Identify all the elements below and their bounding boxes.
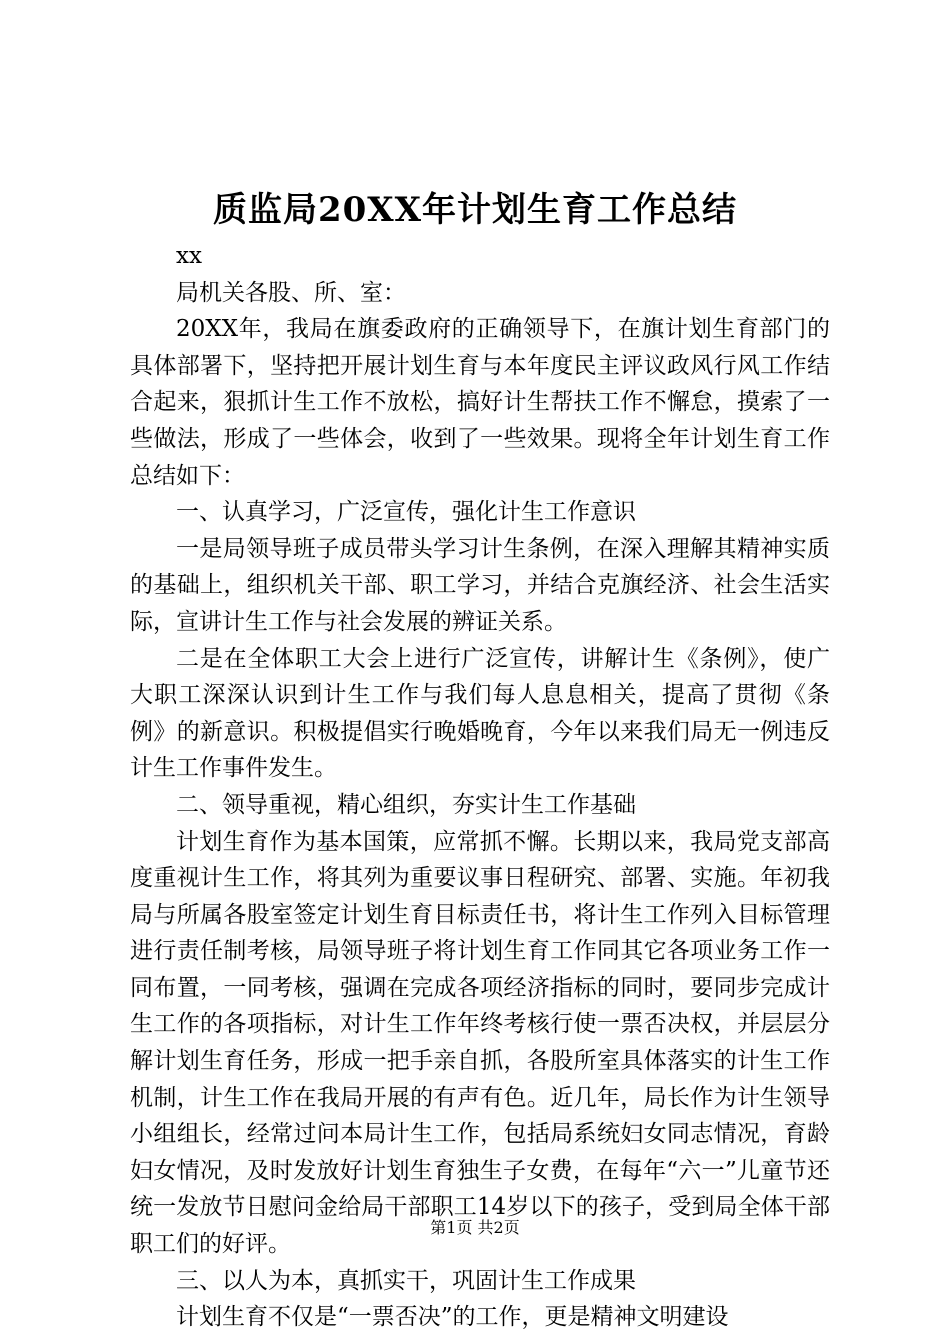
body-paragraph: 计划生育不仅是“一票否决”的工作，更是精神文明建设 bbox=[176, 1304, 729, 1331]
intro-paragraph: 20XX年，我局在旗委政府的正确领导下，在旗计划生育部门的具体部署下，坚持把开展计划生育与本年度民主评议政风行风工作结合起来，狠抓计生工作不放松，搞好计生帮扶工作不懈怠，摸索了一些做法，形成了一些体会，收到了一些效果。现将全年计划生育工作总结如下： bbox=[130, 316, 830, 489]
section-heading-3: 三、以人为本，真抓实干，巩固计生工作成果 bbox=[176, 1267, 636, 1294]
author-line: xx bbox=[176, 243, 202, 269]
document-title: 质监局20XX年计划生育工作总结 bbox=[212, 190, 738, 230]
section-heading-2: 二、领导重视，精心组织，夯实计生工作基础 bbox=[176, 791, 636, 818]
body-paragraph: 一是局领导班子成员带头学习计生条例，在深入理解其精神实质的基础上，组织机关干部、职工学习，并结合克旗经济、社会生活实际，宣讲计生工作与社会发展的辨证关系。 bbox=[130, 535, 830, 635]
salutation: 局机关各股、所、室： bbox=[176, 279, 406, 306]
document-body bbox=[130, 238, 830, 1336]
body-paragraph: 二是在全体职工大会上进行广泛宣传，讲解计生《条例》，使广大职工深深认识到计生工作与我们每人息息相关，提高了贯彻《条例》的新意识。积极提倡实行晚婚晚育，今年以来我们局无一例违反计生工作事件发生。 bbox=[130, 645, 830, 782]
page-indicator: 第1页 共2页 bbox=[430, 1218, 520, 1237]
body-paragraph: 计划生育作为基本国策，应常抓不懈。长期以来，我局党支部高度重视计生工作，将其列为重要议事日程研究、部署、实施。年初我局与所属各股室签定计划生育目标责任书，将计生工作列入目标管理进行责任制考核，局领导班子将计划生育工作同其它各项业务工作一同布置，一同考核，强调在完成各项经济指标的同时，要同步完成计生工作的各项指标，对计生工作年终考核行使一票否决权，并层层分解计划生育任务，形成一把手亲自抓，各股所室具体落实的计生工作机制，计生工作在我局开展的有声有色。近几年，局长作为计生领导小组组长，经常过问本局计生工作，包括局系统妇女同志情况，育龄妇女情况，及时发放好计划生育独生子女费，在每年“六一”儿童节还统一发放节日慰问金给局干部职工14岁以下的孩子，受到局全体干部职工们的好评。 bbox=[130, 828, 830, 1258]
section-heading-1: 一、认真学习，广泛宣传，强化计生工作意识 bbox=[176, 499, 636, 526]
